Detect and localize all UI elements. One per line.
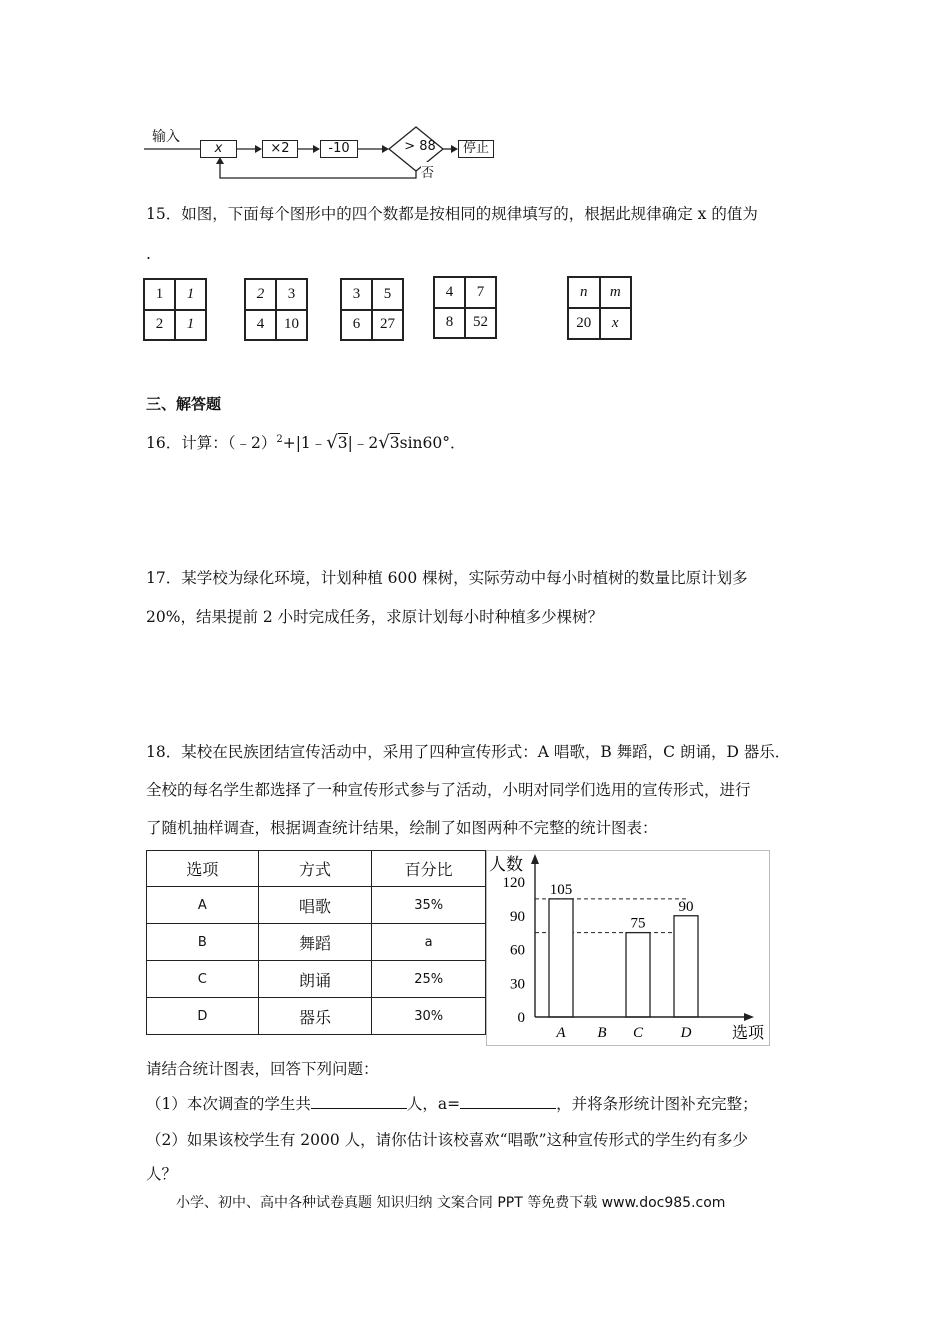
- bar-chart: [486, 850, 770, 1046]
- number-grid-4: [433, 276, 497, 339]
- q18-sub2-line1: （2）如果该校学生有 2000 人，请你估计该校喜欢“唱歌”这种宣传形式的学生约有多少: [146, 1131, 749, 1149]
- y-tick-label: 0: [517, 1010, 525, 1026]
- table-cell: B: [147, 924, 259, 961]
- answer-blank-a[interactable]: [460, 1094, 556, 1109]
- y-tick-label: 30: [510, 976, 525, 993]
- grid-cell: 1: [144, 279, 175, 310]
- grid-cell: 2: [144, 310, 175, 341]
- q16-part3: sin60°．: [399, 434, 466, 453]
- section-title: 三、解答题: [146, 395, 222, 413]
- footer-text: 小学、初中、高中各种试卷真题 知识归纳 文案合同 PPT 等免费下载 www.doc985.com: [176, 1195, 726, 1211]
- number-grid-3: [340, 278, 404, 341]
- grid-cell: 27: [372, 310, 403, 341]
- number-grid-1: [143, 278, 207, 341]
- grid-cell: 20: [568, 308, 600, 339]
- q18-sub1: [146, 1094, 758, 1114]
- q16-radicand-1: 3: [337, 434, 348, 453]
- table-cell: A: [147, 887, 259, 924]
- grid-cell: 6: [341, 310, 372, 341]
- grid-cell: 4: [245, 310, 276, 341]
- q18-line2: 全校的每名学生都选择了一种宣传形式参与了活动，小明对同学们选用的宣传形式，进行: [146, 781, 751, 799]
- grid-cell: 5: [372, 279, 403, 310]
- y-tick-label: 90: [510, 908, 525, 925]
- q16-part1: +|1﹣: [282, 434, 327, 453]
- table-row: [147, 961, 486, 998]
- table-cell: 朗诵: [258, 961, 372, 998]
- stat-table: [146, 850, 486, 1035]
- sub1-text-c: ，并将条形统计图补充完整；: [556, 1095, 758, 1113]
- grid-cell: n: [568, 277, 600, 308]
- table-row: [147, 887, 486, 924]
- q15-line1: 15．如图，下面每个图形中的四个数都是按相同的规律填写的，根据此规律确定 x 的值为: [146, 205, 758, 223]
- grid-cell: 3: [341, 279, 372, 310]
- x-tick-label: C: [632, 1025, 644, 1041]
- y-axis-label: 人数: [489, 855, 523, 875]
- y-axis-arrow: [531, 854, 539, 864]
- sqrt-sign-1: √: [326, 432, 338, 454]
- grid-cell: 4: [434, 277, 465, 308]
- table-row: [147, 998, 486, 1035]
- decision-label: > 88: [404, 139, 436, 154]
- answer-blank-students[interactable]: [311, 1094, 407, 1109]
- grid-cell: 1: [175, 310, 206, 341]
- sqrt-sign-2: √: [378, 432, 390, 454]
- sub1-text-b: 人，a=: [406, 1095, 461, 1113]
- variable-box: x: [200, 140, 237, 158]
- q16-prefix: 16．计算：（﹣2）: [146, 434, 277, 453]
- input-label: 输入: [152, 129, 180, 145]
- x-tick-label: A: [556, 1025, 566, 1041]
- x-axis-arrow: [744, 1013, 754, 1021]
- data-label: 75: [630, 915, 646, 932]
- q18-sub2-line2: 人？: [146, 1165, 178, 1183]
- table-cell: 35%: [372, 887, 486, 924]
- bar: [549, 899, 573, 1017]
- q16-line: [146, 430, 465, 453]
- x-tick-label: B: [597, 1025, 607, 1041]
- number-grid-5: [567, 276, 632, 340]
- q18-line3: 了随机抽样调查，根据调查统计结果，绘制了如图两种不完整的统计图表：: [146, 819, 658, 837]
- q16-part2: |﹣2: [347, 434, 379, 453]
- x-axis-label: 选项: [732, 1023, 765, 1042]
- data-label: 105: [549, 881, 573, 898]
- grid-cell: x: [600, 308, 632, 339]
- grid-cell: 7: [465, 277, 496, 308]
- data-label: 90: [678, 898, 694, 915]
- grid-cell: 52: [465, 308, 496, 339]
- q17-line1: 17．某学校为绿化环境，计划种植 600 棵树，实际劳动中每小时植树的数量比原计划多: [146, 569, 748, 587]
- x-tick-label: D: [680, 1025, 692, 1041]
- grid-cell: 3: [276, 279, 307, 310]
- q15-line2: .: [146, 245, 151, 263]
- table-header: 百分比: [372, 851, 486, 887]
- grid-cell: 1: [175, 279, 206, 310]
- table-cell: 舞蹈: [258, 924, 372, 961]
- table-cell: a: [372, 924, 486, 961]
- sub1-text-a: （1）本次调查的学生共: [146, 1095, 311, 1113]
- bar: [674, 916, 698, 1017]
- grid-cell: 2: [245, 279, 276, 310]
- q16-exponent: 2: [276, 434, 283, 445]
- table-header: 方式: [258, 851, 372, 887]
- table-header: 选项: [147, 851, 259, 887]
- table-cell: 25%: [372, 961, 486, 998]
- q18-line1: 18．某校在民族团结宣传活动中，采用了四种宣传形式：A 唱歌，B 舞蹈，C 朗诵，D 器乐．: [146, 743, 791, 761]
- y-tick-label: 120: [502, 875, 525, 891]
- table-cell: D: [147, 998, 259, 1035]
- grid-cell: 8: [434, 308, 465, 339]
- multiply-box: ×2: [262, 140, 298, 158]
- table-cell: 30%: [372, 998, 486, 1035]
- grid-cell: 10: [276, 310, 307, 341]
- table-cell: C: [147, 961, 259, 998]
- table-row: [147, 924, 486, 961]
- table-cell: 器乐: [258, 998, 372, 1035]
- table-cell: 唱歌: [258, 887, 372, 924]
- bar: [626, 933, 650, 1017]
- no-label: 否: [421, 162, 434, 181]
- subtract-box: -10: [320, 140, 358, 158]
- q18-after: 请结合统计图表，回答下列问题：: [146, 1060, 379, 1078]
- grid-cell: m: [600, 277, 632, 308]
- number-grid-2: [244, 278, 308, 341]
- q16-radicand-2: 3: [389, 434, 400, 453]
- y-tick-label: 60: [510, 942, 525, 959]
- q17-line2: 20%，结果提前 2 小时完成任务，求原计划每小时种植多少棵树？: [146, 608, 604, 626]
- stop-box: 停止: [458, 140, 494, 158]
